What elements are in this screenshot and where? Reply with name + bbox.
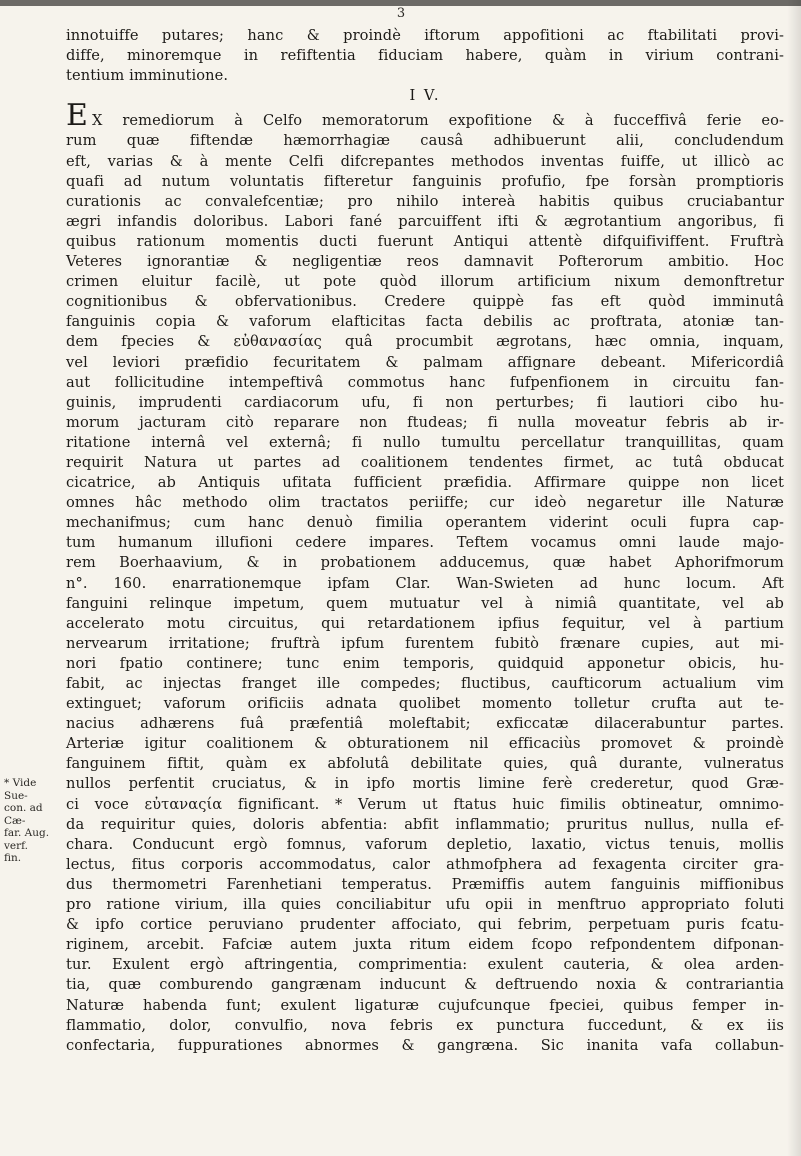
text-line: & ipfo cortice peruviano prudenter affociato, qui febrim, perpetuam puris fcatu-	[66, 916, 784, 934]
text-line: E X remediorum à Celfo memoratorum expofitione & à fucceffivâ ferie eo-	[66, 98, 784, 134]
text-line: Naturæ habenda funt; exulent ligaturæ cujufcunque fpeciei, quibus femper in-	[66, 996, 784, 1014]
text-line: Veteres ignorantiæ & negligentiæ reos damnavit Pofterorum ambitio. Hoc	[66, 253, 784, 271]
text-line: cicatrice, ab Antiquis ufitata fufficient præfidia. Affirmare quippe non licet	[66, 474, 784, 492]
text-line: nori fpatio continere; tunc enim temporis, quidquid apponetur obicis, hu-	[66, 654, 784, 672]
margin-note	[4, 777, 62, 865]
text-line: ritatione internâ vel externâ; fi nullo tumultu percellatur tranquillitas, quam	[66, 433, 784, 451]
continuation-paragraph	[66, 26, 784, 86]
text-line: flammatio, dolor, convulfio, nova febris ex punctura fuccedunt, & ex iis	[66, 1016, 784, 1034]
text-line: pro ratione virium, illa quies conciliabitur ufu opii in menftruo appropriato foluti	[66, 896, 784, 914]
text-line: mechanifmus; cum hanc denuò fimilia operantem viderint oculi fupra cap-	[66, 514, 784, 532]
text-line: cognitionibus & obfervationibus. Credere quippè fas eft quòd imminutâ	[66, 293, 784, 311]
text-line: ægri infandis doloribus. Labori fané parcuiffent ifti & ægrotantium angoribus, fi	[66, 212, 784, 230]
text-line: crimen eluitur facilè, ut pote quòd illorum artificium nixum demonftretur	[66, 273, 784, 291]
drop-cap: E	[66, 98, 88, 134]
text-line: innotuiffe putares; hanc & proindè iftorum appofitioni ac ftabilitati provi-	[66, 27, 784, 44]
text-line: fanguinem fiftit, quàm ex abfolutâ debilitate quies, quâ durante, vulneratus	[66, 755, 784, 773]
page-binding-shadow	[787, 0, 801, 1156]
text-line: diffe, minoremque in refiftentia fiduciam habere, quàm in virium contrani-	[66, 47, 784, 65]
body-text	[66, 26, 784, 1056]
text-line: lectus, fitus corporis accommodatus, calor athmofphera ad fexagenta circiter gra-	[66, 855, 784, 873]
section-heading: I V.	[409, 87, 441, 105]
text-line: fabit, ac injectas franget ille compedes; fluctibus, caufticorum actualium vim	[66, 675, 784, 692]
text-line: chara. Conducunt ergò fomnus, vaforum depletio, laxatio, victus tenuis, mollis	[66, 835, 784, 853]
text-line: confectaria, fuppurationes abnormes & gangræna. Sic inanita vafa collabun-	[66, 1036, 784, 1054]
signature-mark: 3	[396, 6, 406, 21]
text-line: dus thermometri Farenhetiani temperatus. Præmiffis autem fanguinis miffionibus	[66, 875, 784, 893]
text-line: fanguinis copia & vaforum elafticitas facta debilis ac proftrata, atoniæ tan-	[66, 313, 784, 331]
text-line: curationis ac convalefcentiæ; pro nihilo intereà habitis quibus cruciabantur	[66, 192, 784, 210]
text-line: tia, quæ comburendo gangrænam inducunt & deftruendo noxia & contrariantia	[66, 976, 784, 994]
text-line: extinguet; vaforum orificiis adnata quolibet momento tolletur crufta aut te-	[66, 695, 784, 713]
text-line: aut follicitudine intempeftivâ commotus hanc fufpenfionem in circuitu fan-	[66, 373, 784, 391]
text-line: ci voce εὐταναςία fignificant. * Verum ut ftatus huic fimilis obtineatur, omnimo-	[66, 795, 784, 813]
text-line: quafi ad nutum voluntatis fifteretur fanguinis profufio, fpe forsàn promptioris	[66, 172, 784, 190]
margin-note-text: * Vide Sue- con. ad Cæ- far. Aug. verf. fin.	[4, 777, 50, 864]
text-line: tum humanum illufioni cedere impares. Teftem vocamus omni laude majo-	[66, 534, 784, 552]
text-line: nullos perfentit cruciatus, & in ipfo mortis limine ferè crederetur, quod Græ-	[66, 775, 784, 793]
text-line: da requiritur quies, doloris abfentia: abfit inflammatio; pruritus nullus, nulla ef-	[66, 815, 784, 833]
text-line: tentium imminutione.	[66, 67, 229, 85]
text-line: riginem, arcebit. Fafciæ autem juxta ritum eidem fcopo refpondentem difponan-	[66, 936, 784, 954]
text-line: omnes hâc methodo olim tractatos periiffe; cur ideò negaretur ille Naturæ	[66, 494, 784, 512]
text-line: eft, varias & à mente Celfi difcrepantes methodos inventas fuiffe, ut illicò ac	[66, 152, 784, 170]
text-line: morum jacturam citò reparare non ftudeas; fi nulla moveatur febris ab ir-	[66, 413, 784, 431]
text-line: nervearum irritatione; fruftrà ipfum furentem fubitò frænare cupies, aut mi-	[66, 634, 784, 652]
text-line: guinis, imprudenti cardiacorum ufu, fi non perturbes; fi lautiori cibo hu-	[66, 393, 784, 411]
text-line: Arteriæ igitur coalitionem & obturationem nil efficaciùs promovet & proindè	[66, 735, 784, 753]
text-line: requirit Natura ut partes ad coalitionem tendentes firmet, ac tutâ obducat	[66, 453, 784, 471]
text-line: vel leviori præfidio fecuritatem & palmam affignare debeant. Mifericordiâ	[66, 353, 784, 371]
text-line: tur. Exulent ergò aftringentia, comprimentia: exulent cauteria, & olea arden-	[66, 956, 784, 974]
text-line: accelerato motu circuitus, qui retardationem ipfius fequitur, vel à partium	[66, 614, 784, 632]
text-line: rem Boerhaavium, & in probationem adducemus, quæ habet Aphorifmorum	[66, 554, 784, 572]
text-line: n°. 160. enarrationemque ipfam Clar. Wan-Swieten ad hunc locum. Aft	[66, 574, 784, 592]
text-line: quibus rationum momentis ducti fuerunt Antiqui attentè difquifiviffent. Fruftrà	[66, 232, 784, 250]
text-line: rum quæ fiftendæ hæmorrhagiæ causâ adhibuerunt alii, concludendum	[66, 132, 784, 150]
text-line: nacius adhærens fuâ præfentiâ moleftabit; exficcatæ dilacerabuntur partes.	[66, 715, 784, 733]
text-line: dem fpecies & εὐθανασίας quâ procumbit ægrotans, hæc omnia, inquam,	[66, 333, 784, 351]
text-line: fanguini relinque impetum, quem mutuatur vel à nimiâ quantitate, vel ab	[66, 594, 784, 612]
main-paragraph	[66, 98, 784, 1055]
